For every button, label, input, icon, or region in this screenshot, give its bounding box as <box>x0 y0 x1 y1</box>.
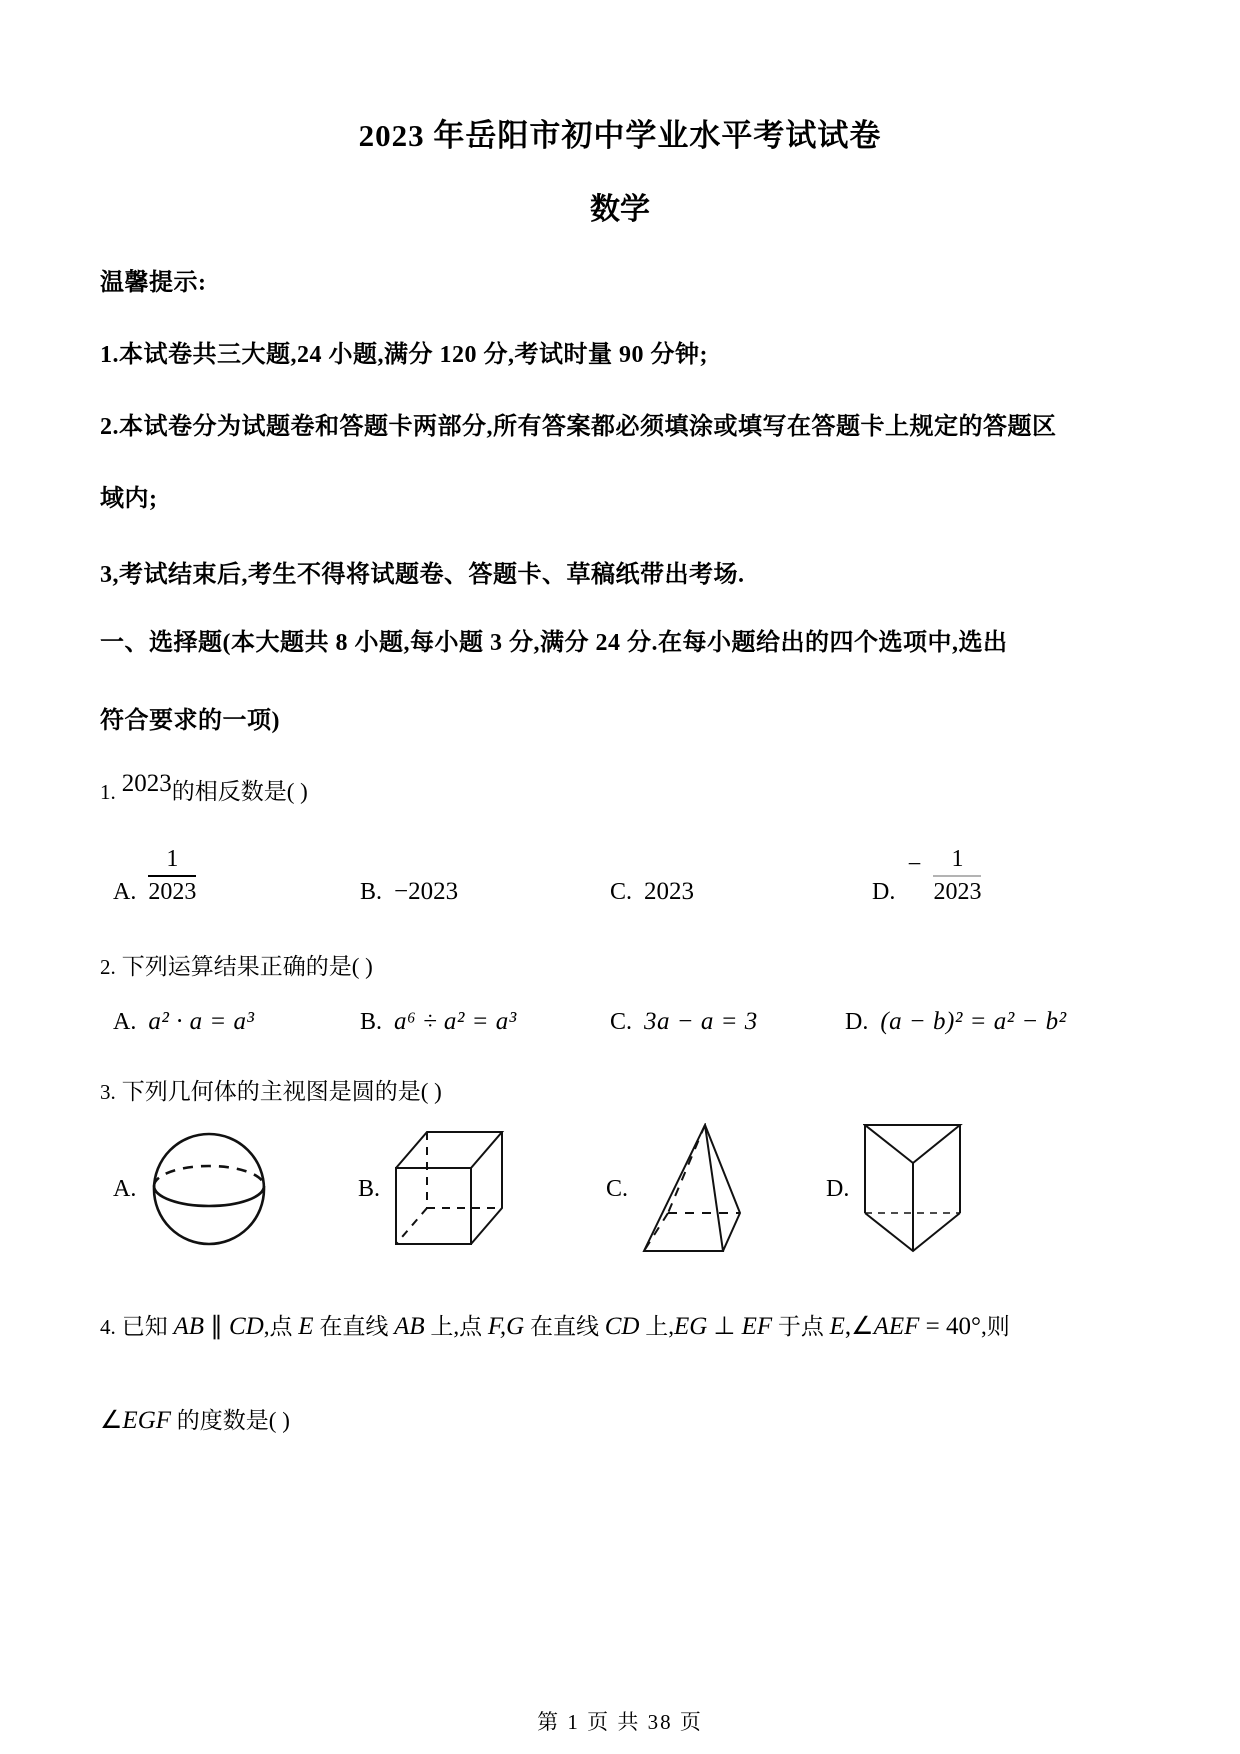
text-run: ,则 <box>981 1314 1010 1339</box>
q2-option-a <box>113 1008 254 1036</box>
question-text: 的相反数是( ) <box>171 779 308 804</box>
math-expression: AB <box>394 1313 425 1340</box>
math-expression: ∠ <box>100 1407 123 1434</box>
option-label: D. <box>845 1009 869 1035</box>
option-label: C. <box>610 1009 633 1035</box>
option-label: A. <box>113 1009 137 1035</box>
section-1-heading-continuation: 符合要求的一项) <box>100 708 280 734</box>
option-label: B. <box>360 1009 383 1035</box>
math-expression: EG <box>673 1313 708 1340</box>
q3-option-d <box>826 1118 963 1260</box>
formula: a² · a = a³ <box>148 1008 255 1035</box>
option-label: A. <box>113 1175 137 1202</box>
notice-item-2-continuation: 域内; <box>100 486 158 512</box>
math-expression: EF <box>741 1313 773 1340</box>
text-run: 上,点 <box>424 1314 488 1339</box>
cube-figure <box>394 1130 506 1248</box>
option-label: B. <box>360 879 383 905</box>
question-line-segments <box>100 1408 290 1433</box>
question-4-stem-line-1 <box>100 1308 1145 1341</box>
fraction-denominator: 2023 <box>933 878 982 905</box>
minus-sign: − <box>907 851 922 878</box>
option-label: D. <box>872 879 896 905</box>
math-expression: ∥ <box>204 1313 230 1340</box>
formula: 3a − a = 3 <box>644 1008 758 1035</box>
math-expression: AEF <box>873 1313 920 1340</box>
math-expression: 2023 <box>121 770 172 797</box>
question-line-segments <box>122 1314 1010 1339</box>
notice-item-1: 1.本试卷共三大题,24 小题,满分 120 分,考试时量 90 分钟; <box>100 342 708 368</box>
question-number: 3. <box>100 1080 116 1104</box>
option-label: C. <box>610 879 633 905</box>
option-value: 2023 <box>644 878 695 905</box>
q1-option-a <box>113 845 196 906</box>
question-3-options-row <box>0 1118 1240 1260</box>
question-text: 下列几何体的主视图是圆的是( ) <box>121 1079 442 1104</box>
math-expression: E <box>298 1313 314 1340</box>
notice-heading: 温馨提示: <box>100 270 207 296</box>
math-expression: = 40° <box>919 1313 981 1340</box>
pyramid-figure <box>642 1123 744 1255</box>
option-value: −2023 <box>394 878 459 905</box>
math-expression: EGF <box>122 1407 172 1434</box>
option-label: A. <box>113 879 137 905</box>
fraction-numerator: 1 <box>933 845 981 876</box>
triangular-prism-figure <box>863 1123 963 1255</box>
subject-title: 数学 <box>590 193 650 226</box>
sphere-figure <box>150 1127 268 1251</box>
math-expression: F,G <box>487 1313 525 1340</box>
fraction <box>933 845 981 906</box>
text-run: 在直线 <box>524 1314 605 1339</box>
question-number: 1. <box>100 780 116 804</box>
math-expression: E <box>829 1313 845 1340</box>
math-expression: ⊥ <box>707 1313 742 1340</box>
text-run: 于点 <box>772 1314 830 1339</box>
option-label: C. <box>606 1175 629 1202</box>
question-3-stem <box>100 1073 442 1106</box>
option-label: D. <box>826 1175 850 1202</box>
option-label: B. <box>358 1175 381 1202</box>
q1-option-c <box>610 878 694 906</box>
question-number: 4. <box>100 1315 116 1339</box>
question-2-stem <box>100 948 373 981</box>
q3-option-a <box>113 1118 268 1260</box>
question-number: 2. <box>100 955 116 979</box>
q3-option-b <box>358 1118 506 1260</box>
page-title: 2023 年岳阳市初中学业水平考试试卷 <box>358 118 882 153</box>
question-1-options-row <box>0 828 1240 906</box>
text-run: 在直线 <box>313 1314 395 1339</box>
notice-item-2: 2.本试卷分为试题卷和答题卡两部分,所有答案都必须填涂或填写在答题卡上规定的答题区 <box>100 414 1057 440</box>
question-text: 下列运算结果正确的是( ) <box>121 954 373 979</box>
text-run: 的度数是( ) <box>171 1408 290 1433</box>
fraction-denominator: 2023 <box>148 878 197 905</box>
q2-option-c <box>610 1008 758 1036</box>
formula: (a − b)² = a² − b² <box>880 1008 1067 1035</box>
q1-option-d <box>872 845 981 906</box>
question-1-stem <box>100 770 308 806</box>
text-run: ,点 <box>263 1314 299 1339</box>
notice-item-3: 3,考试结束后,考生不得将试题卷、答题卡、草稿纸带出考场. <box>100 562 745 588</box>
question-4-stem-line-2 <box>100 1402 290 1435</box>
page-footer: 第 1 页 共 38 页 <box>537 1710 703 1734</box>
math-expression: AB <box>173 1313 205 1340</box>
formula: a⁶ ÷ a² = a³ <box>394 1008 517 1035</box>
q3-option-c <box>606 1118 744 1260</box>
fraction-numerator: 1 <box>148 845 196 876</box>
question-2-options-row <box>0 994 1240 1036</box>
section-1-heading: 一、选择题(本大题共 8 小题,每小题 3 分,满分 24 分.在每小题给出的四个选项中,选出 <box>100 630 1008 656</box>
fraction <box>148 845 196 906</box>
math-expression: CD <box>604 1313 640 1340</box>
q2-option-b <box>360 1008 517 1036</box>
text-run: 上, <box>639 1314 674 1339</box>
q1-option-b <box>360 878 458 906</box>
text-run: 已知 <box>121 1314 174 1339</box>
q2-option-d <box>845 1008 1067 1036</box>
math-expression: CD <box>229 1313 264 1340</box>
math-expression: ,∠ <box>844 1313 874 1340</box>
